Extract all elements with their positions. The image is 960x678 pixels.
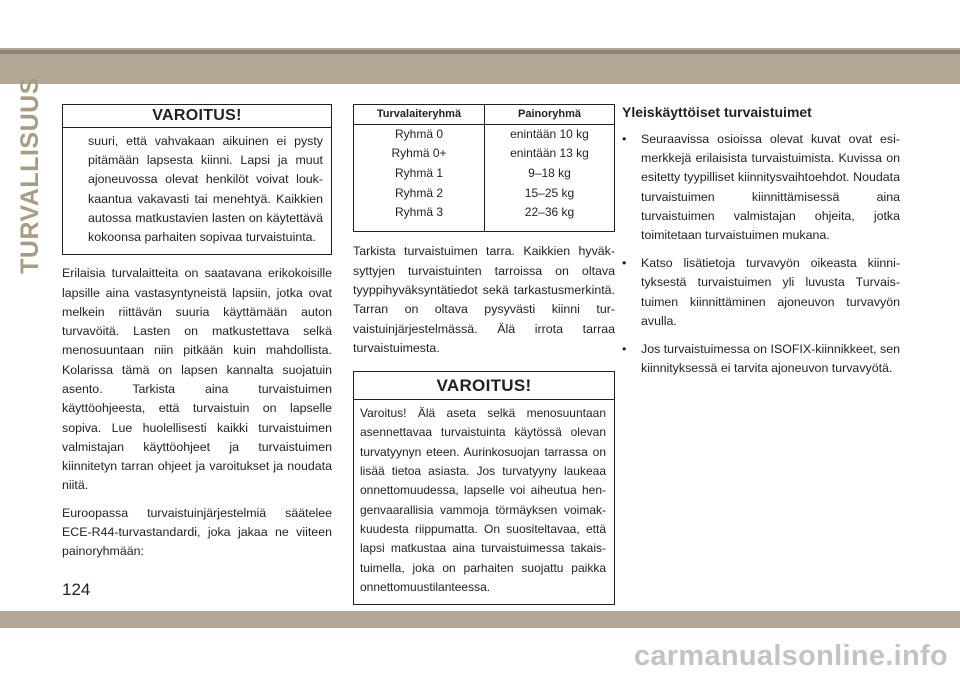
warning-box [62,104,332,255]
bullet-list [622,130,900,378]
bullet-icon: • [622,132,627,146]
page-number: 124 [62,580,91,599]
warning-title: VAROITUS! [354,372,614,400]
body-paragraph: Euroopassa turvaistuinjärjestelmiä säätelee ECE-R44-turvastandardi, joka jakaa ne viiteen painoryhmään: [62,505,332,559]
table-cell: Ryhmä 1 [354,164,485,184]
body-paragraph: Tarkista turvaistuimen tarra. Kaikkien hyväksyttyjen turvaistuinten tarroissa on oltava tyyppihyväksyntätiedot sekä tarkastusmerkintä. Tarran on oltava pysyvästi kiinni turvaistuinjärjestelmässä. Älä irrota tarraa turvaistuimesta. [353,244,615,355]
table-cell: enintään 13 kg [485,144,615,164]
footer-band [0,611,960,628]
section-heading: Yleiskäyttöiset turvaistuimet [622,104,812,120]
table-row [354,203,615,232]
table-cell: Ryhmä 2 [354,183,485,203]
weight-group-table [353,104,615,232]
table-header-cell: Turvalaiteryhmä [354,105,485,125]
table-cell: enintään 10 kg [485,125,615,145]
column-middle [353,104,615,605]
list-item-text: Seuraavissa osioissa olevat kuvat ovat esimerkkejä erilaisista turvaistuimista. Kuvissa on esitetty tyypilliset kiinnitysvaihtoehdot. Noudata turvaistuimen kiinnittämisessä aina turvaistuimen valmistajan ohjeita, jotka toimitetaan turvaistuimen mukana. [641,132,900,243]
table-cell: Ryhmä 0 [354,125,485,145]
section-tab-label: TURVALLISUUS [15,76,44,274]
list-item [622,254,900,331]
table-row [354,125,615,145]
warning-text: Varoitus! Älä aseta selkä menosuuntaan asennettavaa turvaistuinta käytössä olevan turvatyynyn eteen. Aurinkosuojan tarrassa on lisää tietoa asiasta. Jos turvatyyny laukeaa onnettomuudessa, lapselle voi aiheutua hengenvaarallisia vammoja törmäyksen voimakkuudesta riippumatta. On suositeltavaa, että lapsi matkustaa aina turvaistuimessa takaistuimella, joka on parhaiten suojattu paikka onnettomuustilanteessa. [360,406,606,594]
list-item [622,130,900,245]
list-item-text: Jos turvaistuimessa on ISOFIX-kiinnikkeet, sen kiinnityksessä ei tarvita ajoneuvon turvavyötä. [641,342,900,376]
bullet-icon: • [622,342,627,357]
list-item [622,340,900,378]
section-tab [12,76,48,274]
body-paragraph: Erilaisia turvalaitteita on saatavana erikokoisille lapsille aina vastasyntyneistä lapsiin, jotka ovat melkein riittävän suuria käyttämään auton turvavöitä. Lasten on matkustettava selkä menosuuntaan niin pitkään kuin mahdollista. Kolarissa tämä on lapsen kannalta suojatuin asento. Tarkista aina turvaistuimen käyttöohjeesta, että turvaistuin on lapselle sopiva. Lue huolellisesti kaikki turvaistuimen valmistajan käyttöohjeet ja turvaistuimen kiinnitetyn tarran ohjeet ja varoitukset ja noudata niitä. [62,266,332,493]
list-item-text: Katso lisätietoja turvavyön oikeasta kiinnityksestä turvaistuimen yli luvusta Turvaistuimen kiinnittäminen ajoneuvon turvavyön avulla. [641,256,900,328]
table-header-row [354,105,615,125]
table-row [354,164,615,184]
header-rule [0,50,960,54]
warning-title: VAROITUS! [63,105,331,128]
bullet-icon: • [622,256,627,271]
table-row [354,144,615,164]
table-cell: 15–25 kg [485,183,615,203]
table-row [354,183,615,203]
column-left [62,104,332,562]
warning-text: suuri, että vahvakaan aikuinen ei pysty pitämään lapsesta kiinni. Lapsi ja muut ajoneuvossa olevat henkilöt voivat loukkaantua vakavasti tai menehtyä. Kaikkien autossa matkustavien lasten on käytettävä kokoonsa parhaiten sopivaa turvaistuinta. [88,134,323,245]
table-cell: Ryhmä 3 [354,203,485,232]
table-cell: 22–36 kg [485,203,615,232]
column-right [622,104,900,387]
warning-box [353,371,615,605]
table-cell: 9–18 kg [485,164,615,184]
table-header-cell: Painoryhmä [485,105,615,125]
table-cell: Ryhmä 0+ [354,144,485,164]
watermark: carmanualsonline.info [633,640,948,672]
